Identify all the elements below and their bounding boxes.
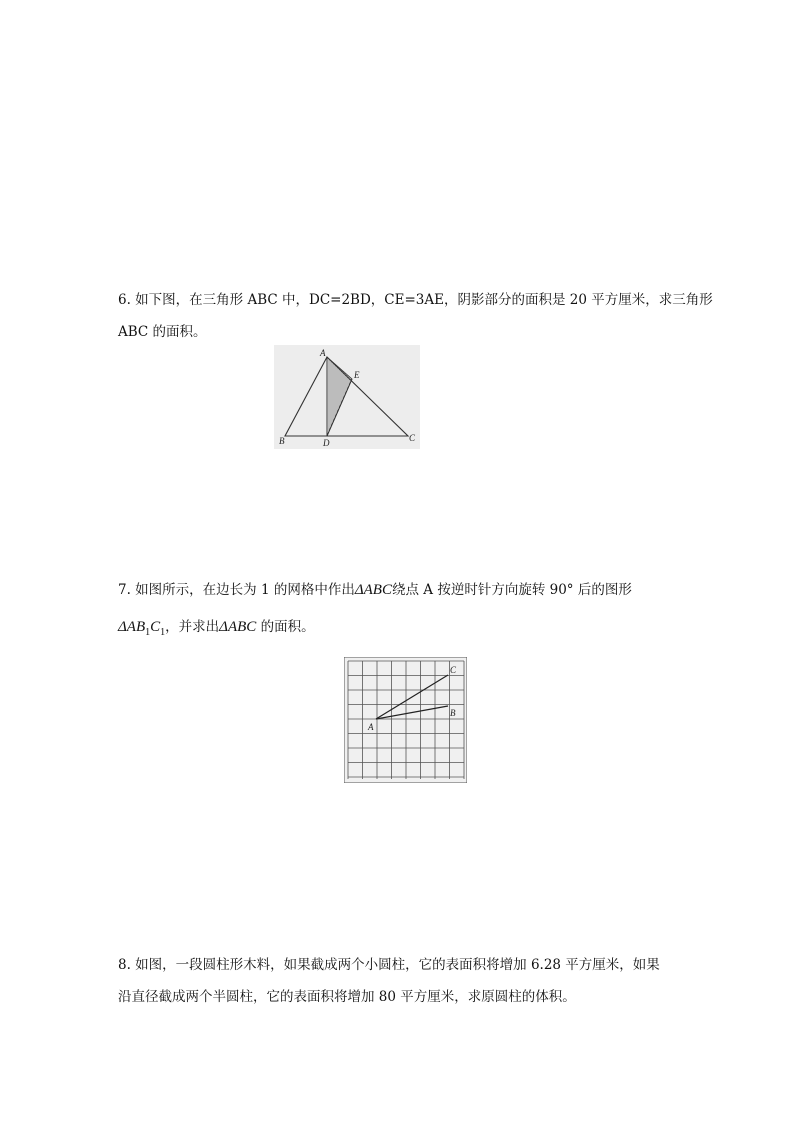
figure-background (274, 345, 420, 449)
q7-line1-prefix: 7. 如图所示，在边长为 1 的网格中作出 (118, 582, 355, 598)
q6-triangle-figure (274, 345, 420, 449)
q7-triangle-abc: ΔABC (354, 582, 392, 598)
label-b: B (279, 436, 285, 446)
q8-text-line1: 8. 如图，一段圆柱形木料，如果截成两个小圆柱，它的表面积将增加 6.28 平方厘米，如果 (118, 957, 660, 973)
q7-grid-figure (344, 657, 467, 783)
q7-sub-1a: 1 (145, 627, 151, 638)
q6-text-line1: 6. 如下图，在三角形 ABC 中，DC=2BD，CE=3AE，阴影部分的面积是 20 平方厘米，求三角形 (118, 292, 713, 308)
q8-text-line2: 沿直径截成两个半圆柱，它的表面积将增加 80 平方厘米，求原圆柱的体积。 (118, 989, 576, 1005)
q7-triangle-ab1c1 (118, 619, 166, 638)
grid-label-a: A (368, 722, 374, 732)
q7-line1-mid: 绕点 A 按逆时针方向旋转 90° 后的图形 (391, 582, 632, 598)
label-c: C (409, 433, 416, 443)
q7-triangle-abc-2: ΔABC (219, 619, 257, 635)
grid-label-b: B (450, 708, 456, 718)
q7-text-line2 (118, 617, 315, 643)
q7-text-line1 (118, 580, 632, 600)
q7-line2-mid: ，并求出 (165, 619, 220, 635)
grid-label-c: C (450, 665, 457, 675)
label-a: A (320, 348, 326, 358)
q6-text-line2: ABC 的面积。 (118, 324, 207, 340)
q7-sub-1b: 1 (160, 627, 166, 638)
label-d: D (323, 438, 330, 448)
q7-ab-part: ΔAB (118, 619, 146, 635)
q7-line2-end: 的面积。 (256, 619, 315, 635)
label-e: E (354, 370, 360, 380)
q7-c-part: C (150, 619, 161, 635)
